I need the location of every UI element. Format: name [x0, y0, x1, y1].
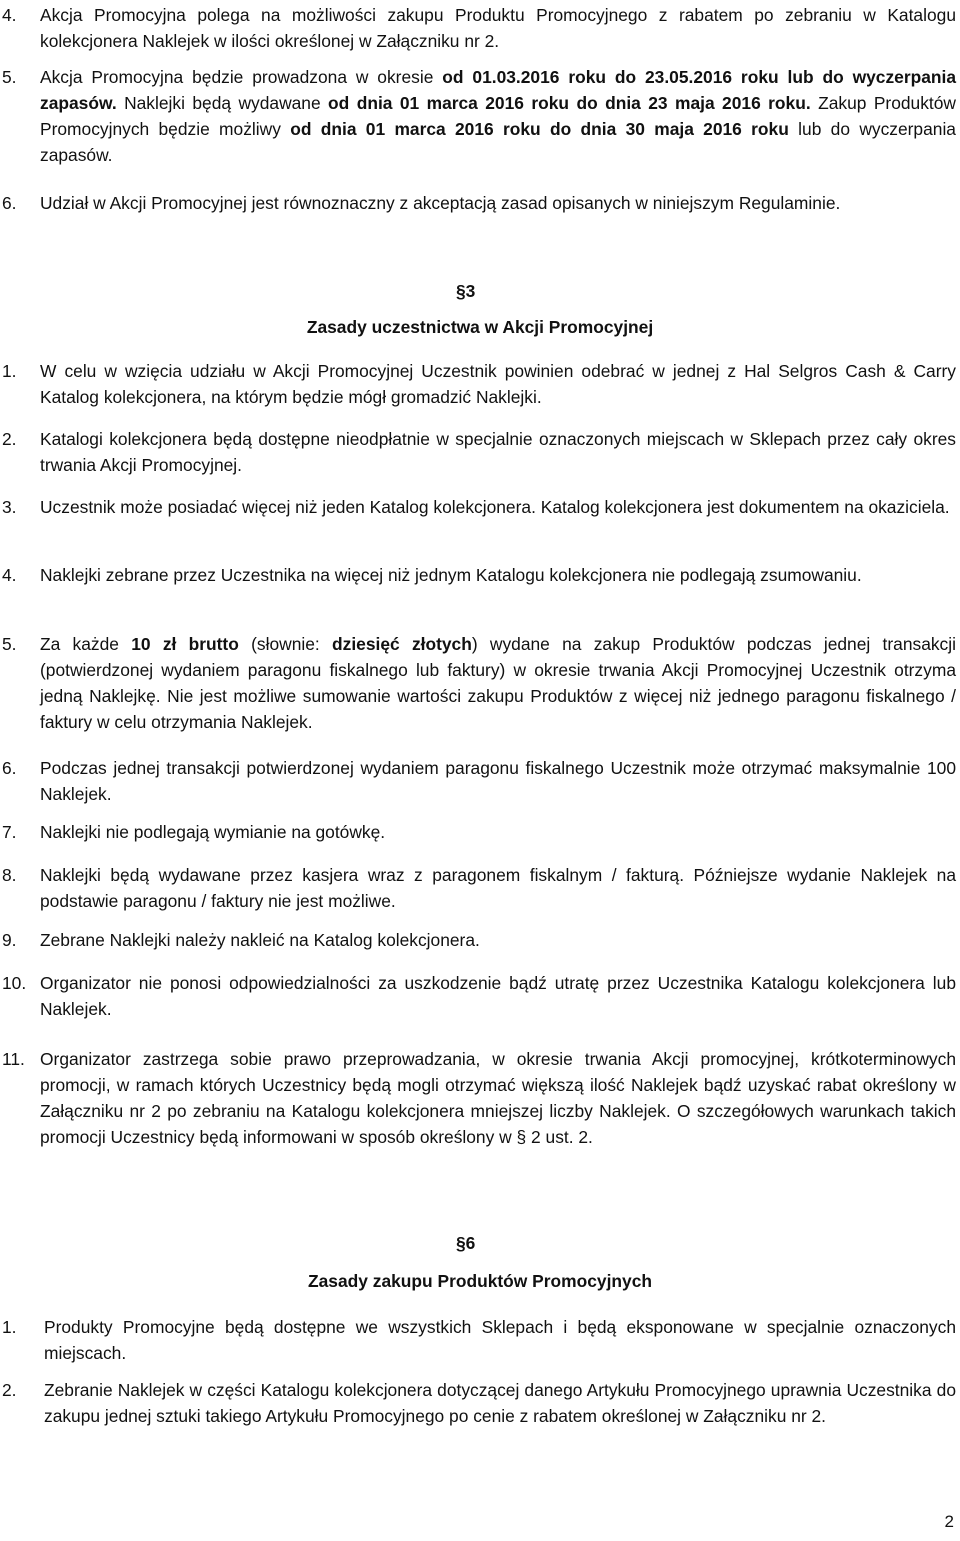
section-3-item — [0, 970, 960, 1022]
section-2-item — [0, 64, 960, 168]
item-number: 4. — [2, 565, 17, 585]
text-run: Naklejki będą wydawane przez kasjera wraz z paragonem fiskalnym / fakturą. Późniejsze wydanie Naklejek na podstawie paragonu / faktury nie jest możliwe. — [40, 865, 956, 911]
text-run: Uczestnik może posiadać więcej niż jeden Katalog kolekcjonera. Katalog kolekcjonera jest dokumentem na okaziciela. — [40, 497, 950, 517]
section-2-item — [0, 190, 960, 216]
item-number: 3. — [2, 497, 17, 517]
text-run: Organizator zastrzega sobie prawo przeprowadzania, w okresie trwania Akcji promocyjnej, krótkoterminowych promocji, w ramach których Uczestnicy będą mogli otrzymać większą ilość Naklejek bądź uzyskać rabat określony w Załączniku nr 2 po zebraniu na Katalogu kolekcjonera mniejszej liczby Naklejek. O szczegółowych warunkach takich promocji Uczestnicy będą informowani w sposób określony w § 2 ust. 2. — [40, 1049, 956, 1147]
section-6-item — [0, 1377, 960, 1429]
item-number: 8. — [2, 865, 17, 885]
text-run: Katalogi kolekcjonera będą dostępne nieodpłatnie w specjalnie oznaczonych miejscach w Sklepach przez cały okres trwania Akcji Promocyjnej. — [40, 429, 956, 475]
item-number: 5. — [2, 634, 17, 654]
text-run: Za każde — [40, 634, 132, 654]
item-text — [44, 1314, 956, 1366]
text-run: Akcja Promocyjna będzie prowadzona w okresie — [40, 67, 443, 87]
item-number: 10. — [2, 973, 27, 993]
section-3-item — [0, 927, 960, 953]
item-number: 7. — [2, 822, 17, 842]
section-3-item — [0, 862, 960, 914]
item-text — [40, 1046, 956, 1150]
section-3-heading: Zasady uczestnictwa w Akcji Promocyjnej — [306, 317, 654, 337]
text-run: Zakup Produktów Promocyjnych będzie możliwy — [40, 93, 956, 139]
bold-text-run: 10 zł brutto — [131, 634, 239, 654]
text-run: (słownie: — [238, 634, 333, 654]
text-run: Udział w Akcji Promocyjnej jest równoznaczny z akceptacją zasad opisanych w niniejszym Regulaminie. — [40, 193, 841, 213]
item-text — [44, 1377, 956, 1429]
section-3-item — [0, 426, 960, 478]
section-6-heading: Zasady zakupu Produktów Promocyjnych — [307, 1271, 653, 1291]
section-6-number: §6 — [456, 1233, 476, 1253]
text-run: Zebrane Naklejki należy nakleić na Katalog kolekcjonera. — [40, 930, 480, 950]
text-run: Produkty Promocyjne będą dostępne we wszystkich Sklepach i będą eksponowane w specjalnie oznaczonych miejscach. — [44, 1317, 956, 1363]
item-text — [40, 862, 956, 914]
item-number: 2. — [2, 429, 17, 449]
section-3-number: §3 — [456, 281, 476, 301]
section-3-item — [0, 494, 960, 520]
text-run: lub do wyczerpania zapasów. — [40, 119, 956, 165]
item-text — [40, 755, 956, 807]
item-number: 11. — [2, 1049, 25, 1069]
item-number: 1. — [2, 1317, 17, 1337]
item-text — [40, 2, 956, 54]
item-number: 4. — [2, 5, 17, 25]
section-2-item — [0, 2, 960, 54]
text-run: Naklejki będą wydawane — [116, 93, 329, 113]
section-6-item — [0, 1314, 960, 1366]
item-number: 6. — [2, 758, 17, 778]
item-text — [40, 562, 956, 588]
section-3-item — [0, 1046, 960, 1150]
bold-text-run: od dnia 01 marca 2016 roku do dnia 30 maja 2016 roku — [290, 119, 789, 139]
item-text — [40, 64, 956, 168]
item-text — [40, 819, 956, 845]
section-3-item — [0, 819, 960, 845]
item-number: 6. — [2, 193, 17, 213]
text-run: Organizator nie ponosi odpowiedzialności za uszkodzenie bądź utratę przez Uczestnika Katalogu kolekcjonera lub Naklejek. — [40, 973, 956, 1019]
page-number: 2 — [944, 1512, 954, 1531]
item-number: 1. — [2, 361, 17, 381]
section-3-item — [0, 562, 960, 588]
item-text — [40, 631, 956, 735]
item-text — [40, 358, 956, 410]
section-3-item — [0, 358, 960, 410]
item-text — [40, 426, 956, 478]
text-run: Podczas jednej transakcji potwierdzonej wydaniem paragonu fiskalnego Uczestnik może otrzymać maksymalnie 100 Naklejek. — [40, 758, 956, 804]
text-run: W celu w wzięcia udziału w Akcji Promocyjnej Uczestnik powinien odebrać w jednej z Hal Selgros Cash & Carry Katalog kolekcjonera, na którym będzie mógł gromadzić Naklejki. — [40, 361, 956, 407]
item-number: 2. — [2, 1380, 17, 1400]
text-run: ) wydane na zakup Produktów podczas jednej transakcji (potwierdzonej wydaniem paragonu fiskalnego lub faktury) w okresie trwania Akcji Promocyjnej Uczestnik otrzyma jedną Naklejkę. Nie jest możliwe sumowanie wartości zakupu Produktów z więcej niż jednego paragonu fiskalnego / faktury w celu otrzymania Naklejek. — [40, 634, 956, 732]
text-run: Naklejki zebrane przez Uczestnika na więcej niż jednym Katalogu kolekcjonera nie podlegają zsumowaniu. — [40, 565, 862, 585]
item-text — [40, 970, 956, 1022]
section-3-item — [0, 631, 960, 735]
item-text — [40, 190, 956, 216]
text-run: Naklejki nie podlegają wymianie na gotówkę. — [40, 822, 386, 842]
item-text — [40, 927, 956, 953]
bold-text-run: od 01.03.2016 roku do 23.05.2016 roku lub do wyczerpania zapasów. — [40, 67, 957, 113]
text-run: Akcja Promocyjna polega na możliwości zakupu Produktu Promocyjnego z rabatem po zebraniu w Katalogu kolekcjonera Naklejek w ilości określonej w Załączniku nr 2. — [40, 5, 956, 51]
text-run: Zebranie Naklejek w części Katalogu kolekcjonera dotyczącej danego Artykułu Promocyjnego uprawnia Uczestnika do zakupu jednej sztuki takiego Artykułu Promocyjnego po cenie z rabatem określonej w Załączniku nr 2. — [44, 1380, 956, 1426]
item-text — [40, 494, 956, 520]
bold-text-run: dziesięć złotych — [332, 634, 472, 654]
item-number: 5. — [2, 67, 17, 87]
section-3-item — [0, 755, 960, 807]
bold-text-run: od dnia 01 marca 2016 roku do dnia 23 maja 2016 roku. — [328, 93, 811, 113]
item-number: 9. — [2, 930, 17, 950]
